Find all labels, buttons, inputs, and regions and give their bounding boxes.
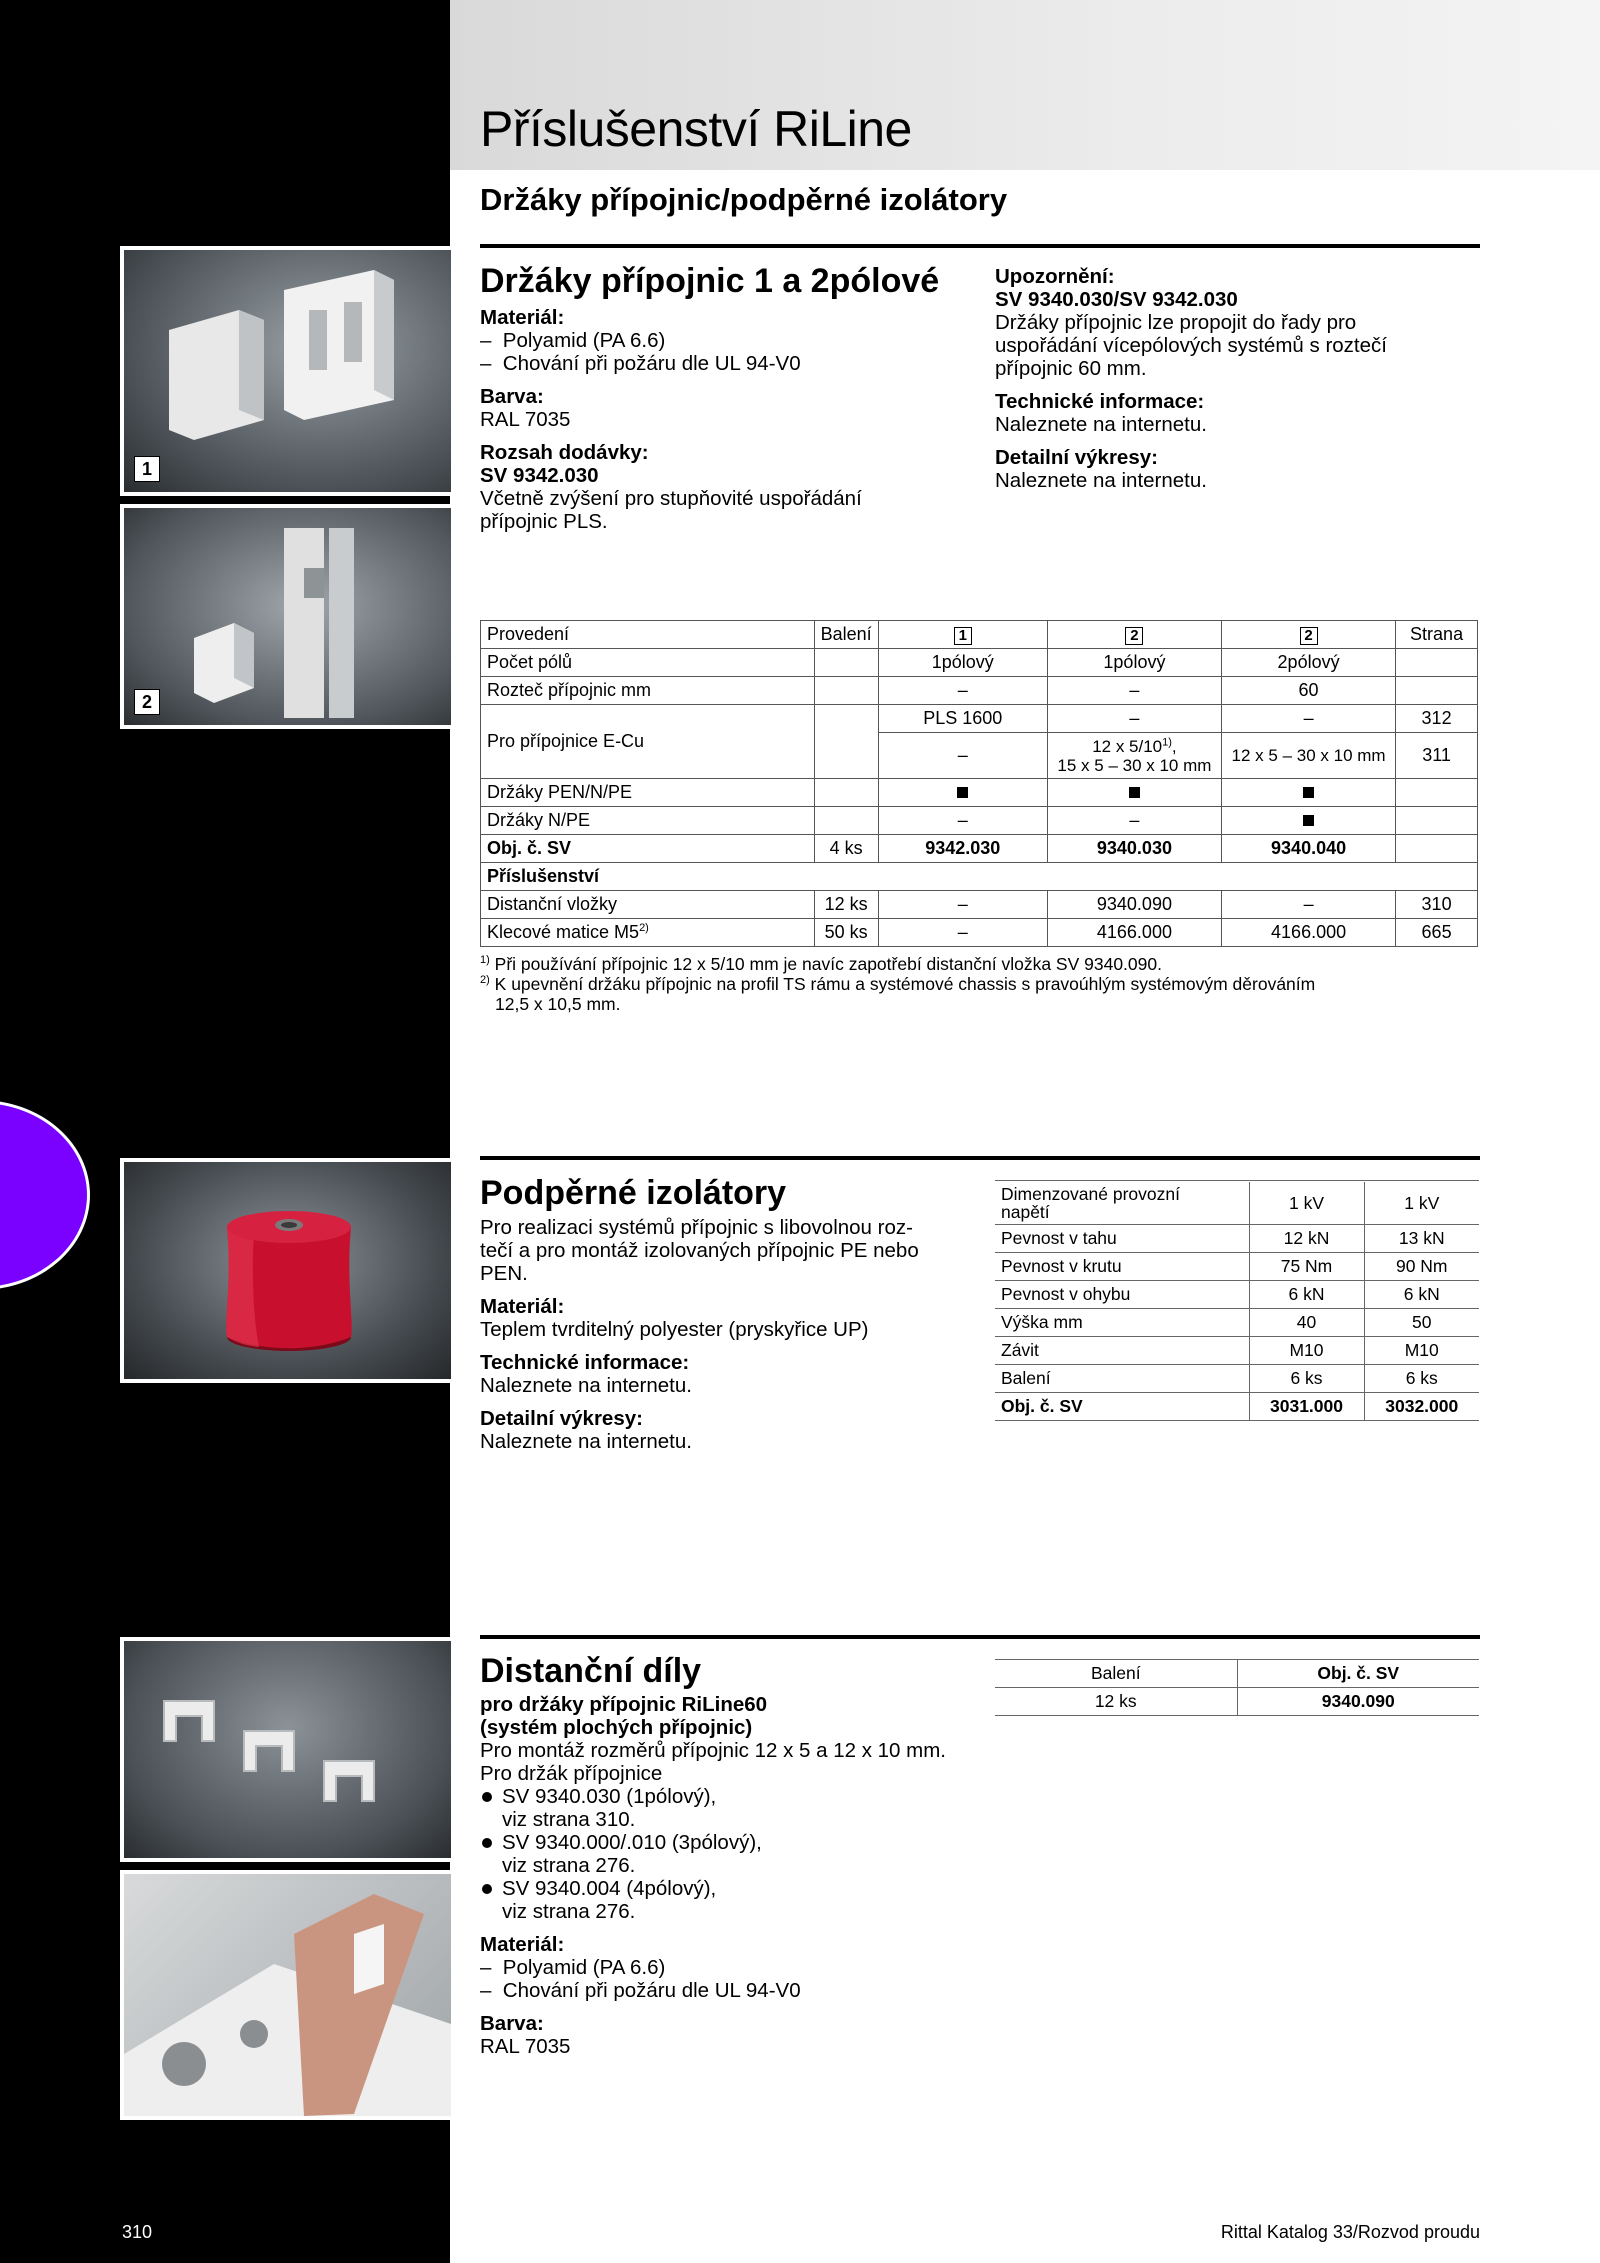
table-cell: Držáky N/PE <box>481 807 815 835</box>
product-photo-2 <box>120 504 455 729</box>
table-row <box>995 1337 1479 1365</box>
table-cell: 312 <box>1396 705 1478 733</box>
check-square-icon <box>1303 815 1314 826</box>
table-cell: Držáky PEN/N/PE <box>481 779 815 807</box>
ins-material: Teplem tvrditelný polyester (pryskyřice UP) <box>480 1318 869 1341</box>
note-label: Upozornění: <box>995 265 1115 288</box>
table-cell: 2pólový <box>1222 649 1396 677</box>
tech-label: Technické informace: <box>995 390 1205 413</box>
table-row <box>481 807 1478 835</box>
table-row <box>995 1393 1479 1421</box>
table-cell: Balení <box>814 621 878 649</box>
table-cell: 75 Nm <box>1249 1253 1364 1281</box>
check-square-icon <box>957 787 968 798</box>
table-row <box>481 863 1478 891</box>
table-cell: 40 <box>1249 1309 1364 1337</box>
page-title: Příslušenství RiLine <box>480 101 912 157</box>
table-cell: 2 <box>1222 621 1396 649</box>
table-cell: Strana <box>1396 621 1478 649</box>
table-cell: 4166.000 <box>1222 919 1396 947</box>
section-rule-2 <box>480 1156 1480 1160</box>
note-code: SV 9340.030/SV 9342.030 <box>995 288 1238 311</box>
table-cell: 1pólový <box>878 649 1047 677</box>
insulators-table-top-rule <box>995 1180 1479 1181</box>
table-cell: 3031.000 <box>1249 1393 1364 1421</box>
table-cell: 6 kN <box>1249 1281 1364 1309</box>
table-cell: Balení <box>995 1660 1237 1688</box>
spacers-sub-2: (systém plochých přípojnic) <box>480 1716 753 1739</box>
table-cell: Obj. č. SV <box>995 1393 1249 1421</box>
table-cell: 310 <box>1396 891 1478 919</box>
table-row <box>995 1253 1479 1281</box>
table-row <box>481 779 1478 807</box>
table-cell: 50 <box>1364 1309 1479 1337</box>
table-cell: 1 kV <box>1364 1182 1479 1225</box>
table-cell: 311 <box>1396 733 1478 779</box>
footnote-2: $^{2)}$ K upevnění držáku přípojnic na profil TS rámu a systémové chassis s pravoúhlým systémovým děrováním <box>480 974 1316 994</box>
check-square-icon <box>1129 787 1140 798</box>
table-cell: 1 <box>878 621 1047 649</box>
draw-text: Naleznete na internetu. <box>995 469 1207 492</box>
check-square-icon <box>1303 787 1314 798</box>
table-cell: Příslušenství <box>481 863 1478 891</box>
photo-badge-2: 2 <box>134 689 160 715</box>
table-row <box>995 1182 1479 1225</box>
table-cell: – <box>878 677 1047 705</box>
table-cell <box>1222 807 1396 835</box>
section-rule-1 <box>480 244 1480 248</box>
table-cell: – <box>878 891 1047 919</box>
table-cell: 13 kN <box>1364 1225 1479 1253</box>
table-cell: 12 x 5/10$^{1)}$, 15 x 5 – 30 x 10 mm <box>1047 733 1221 779</box>
table-cell: M10 <box>1364 1337 1479 1365</box>
table-cell: 2 <box>1047 621 1221 649</box>
table-row <box>995 1225 1479 1253</box>
tech-text: Naleznete na internetu. <box>995 413 1207 436</box>
ins-draw-text: Naleznete na internetu. <box>480 1430 692 1453</box>
insulators-desc-2: tečí a pro montáž izolovaných přípojnic PE nebo <box>480 1239 919 1262</box>
table-cell: 12 kN <box>1249 1225 1364 1253</box>
table-cell: 1pólový <box>1047 649 1221 677</box>
table-row <box>481 835 1478 863</box>
insulators-table <box>995 1182 1479 1421</box>
table-cell: Pevnost v ohybu <box>995 1281 1249 1309</box>
table-cell: – <box>878 919 1047 947</box>
table-cell: PLS 1600 <box>878 705 1047 733</box>
table-row <box>995 1688 1479 1716</box>
note-text: Držáky přípojnic lze propojit do řady pro uspořádání vícepólových systémů s roztečí přípojnic 60 mm. <box>995 311 1387 380</box>
table-cell: Obj. č. SV <box>1237 1660 1479 1688</box>
spacers-photo-1 <box>120 1637 455 1862</box>
table-row <box>481 677 1478 705</box>
table-cell: 9342.030 <box>878 835 1047 863</box>
table-cell: Distanční vložky <box>481 891 815 919</box>
spacers-title: Distanční díly <box>480 1652 702 1690</box>
table-row <box>995 1365 1479 1393</box>
table-cell: M10 <box>1249 1337 1364 1365</box>
table-cell: 1 kV <box>1249 1182 1364 1225</box>
table-cell <box>878 779 1047 807</box>
sp-color-label: Barva: <box>480 2012 544 2035</box>
table-cell: Pevnost v tahu <box>995 1225 1249 1253</box>
table-cell: Výška mm <box>995 1309 1249 1337</box>
table-cell: Klecové matice M5$^{2)}$ <box>481 919 815 947</box>
table-cell: 12 x 5 – 30 x 10 mm <box>1222 733 1396 779</box>
table-cell: 12 ks <box>814 891 878 919</box>
table-row <box>481 919 1478 947</box>
table-row <box>995 1281 1479 1309</box>
material-label: Materiál: <box>480 306 565 329</box>
spacers-photo-2 <box>120 1870 455 2120</box>
table-cell: 4166.000 <box>1047 919 1221 947</box>
table-cell: – <box>1047 677 1221 705</box>
table-cell: Pevnost v krutu <box>995 1253 1249 1281</box>
holders-title: Držáky přípojnic 1 a 2pólové <box>480 262 940 300</box>
table-cell: 9340.040 <box>1222 835 1396 863</box>
table-cell: 90 Nm <box>1364 1253 1479 1281</box>
table-cell: 9340.090 <box>1237 1688 1479 1716</box>
table-cell: Počet pólů <box>481 649 815 677</box>
page-subtitle: Držáky přípojnic/podpěrné izolátory <box>480 182 1008 217</box>
table-cell: 665 <box>1396 919 1478 947</box>
spacers-text <box>480 1693 980 2058</box>
holders-table <box>480 620 1478 947</box>
page-number: 310 <box>122 2222 153 2242</box>
table-cell <box>1222 779 1396 807</box>
table-cell: Provedení <box>481 621 815 649</box>
ins-material-label: Materiál: <box>480 1295 565 1318</box>
table-cell: – <box>1047 705 1221 733</box>
product-photo-1 <box>120 246 455 496</box>
holders-left-text <box>480 306 900 533</box>
table-cell: – <box>878 807 1047 835</box>
table-row <box>995 1660 1479 1688</box>
table-cell: 9340.030 <box>1047 835 1221 863</box>
table-row <box>481 891 1478 919</box>
table-cell: – <box>1222 891 1396 919</box>
insulators-desc-1: Pro realizaci systémů přípojnic s libovolnou roz- <box>480 1216 913 1239</box>
table-cell: 4 ks <box>814 835 878 863</box>
insulators-title: Podpěrné izolátory <box>480 1174 787 1212</box>
table-cell: 9340.090 <box>1047 891 1221 919</box>
spacers-sub-1: pro držáky přípojnic RiLine60 <box>480 1693 768 1716</box>
section-rule-3 <box>480 1635 1480 1639</box>
sp-material-item-1: – Polyamid (PA 6.6) <box>480 1956 666 1979</box>
spacers-line-1: Pro montáž rozměrů přípojnic 12 x 5 a 12 x 10 mm. <box>480 1739 947 1762</box>
table-cell: Rozteč přípojnic mm <box>481 677 815 705</box>
bullet-item-3: SV 9340.004 (4pólový), viz strana 276. <box>480 1877 980 1923</box>
table-cell: 60 <box>1222 677 1396 705</box>
photo-badge-1: 1 <box>134 456 160 482</box>
table-row <box>995 1309 1479 1337</box>
sp-material-item-2: – Chování při požáru dle UL 94-V0 <box>480 1979 801 2002</box>
table-cell: 50 ks <box>814 919 878 947</box>
table-cell: Závit <box>995 1337 1249 1365</box>
ins-draw-label: Detailní výkresy: <box>480 1407 643 1430</box>
table-cell: 3032.000 <box>1364 1393 1479 1421</box>
ins-tech-label: Technické informace: <box>480 1351 690 1374</box>
scope-text: Včetně zvýšení pro stupňovité uspořádání přípojnic PLS. <box>480 487 862 533</box>
table-cell: Obj. č. SV <box>481 835 815 863</box>
table-cell <box>1047 779 1221 807</box>
spacers-table <box>995 1659 1479 1716</box>
scope-label: Rozsah dodávky: <box>480 441 649 464</box>
footnote-2-cont: 12,5 x 10,5 mm. <box>495 994 621 1014</box>
bullet-item-1: SV 9340.030 (1pólový), viz strana 310. <box>480 1785 980 1831</box>
scope-code: SV 9342.030 <box>480 464 599 487</box>
table-row <box>481 705 1478 733</box>
insulator-photo <box>120 1158 455 1383</box>
table-cell: – <box>1047 807 1221 835</box>
table-cell: 6 ks <box>1249 1365 1364 1393</box>
bullet-item-2: SV 9340.000/.010 (3pólový), viz strana 276. <box>480 1831 980 1877</box>
table-cell: Dimenzované provozní napětí <box>995 1182 1249 1225</box>
table-cell: 6 kN <box>1364 1281 1479 1309</box>
sp-color: RAL 7035 <box>480 2035 571 2058</box>
footnotes <box>480 954 1480 1014</box>
table-cell: Pro přípojnice E-Cu <box>481 705 815 779</box>
sp-material-label: Materiál: <box>480 1933 565 1956</box>
color-label: Barva: <box>480 385 544 408</box>
insulators-desc-3: PEN. <box>480 1262 528 1285</box>
spacers-line-2: Pro držák přípojnice <box>480 1762 663 1785</box>
table-cell: 12 ks <box>995 1688 1237 1716</box>
table-cell: – <box>878 733 1047 779</box>
color-value: RAL 7035 <box>480 408 571 431</box>
table-cell: 6 ks <box>1364 1365 1479 1393</box>
holders-right-text <box>995 265 1435 492</box>
material-item-2: – Chování při požáru dle UL 94-V0 <box>480 352 801 375</box>
draw-label: Detailní výkresy: <box>995 446 1158 469</box>
catalog-footer: Rittal Katalog 33/Rozvod proudu <box>1220 2222 1480 2242</box>
table-cell: Balení <box>995 1365 1249 1393</box>
table-cell: – <box>1222 705 1396 733</box>
material-item-1: – Polyamid (PA 6.6) <box>480 329 666 352</box>
table-row <box>481 649 1478 677</box>
footnote-1: $^{1)}$ Při používání přípojnic 12 x 5/10 mm je navíc zapotřebí distanční vložka SV 9340.090. <box>480 954 1162 974</box>
table-row <box>481 621 1478 649</box>
ins-tech-text: Naleznete na internetu. <box>480 1374 692 1397</box>
insulators-text <box>480 1216 960 1453</box>
